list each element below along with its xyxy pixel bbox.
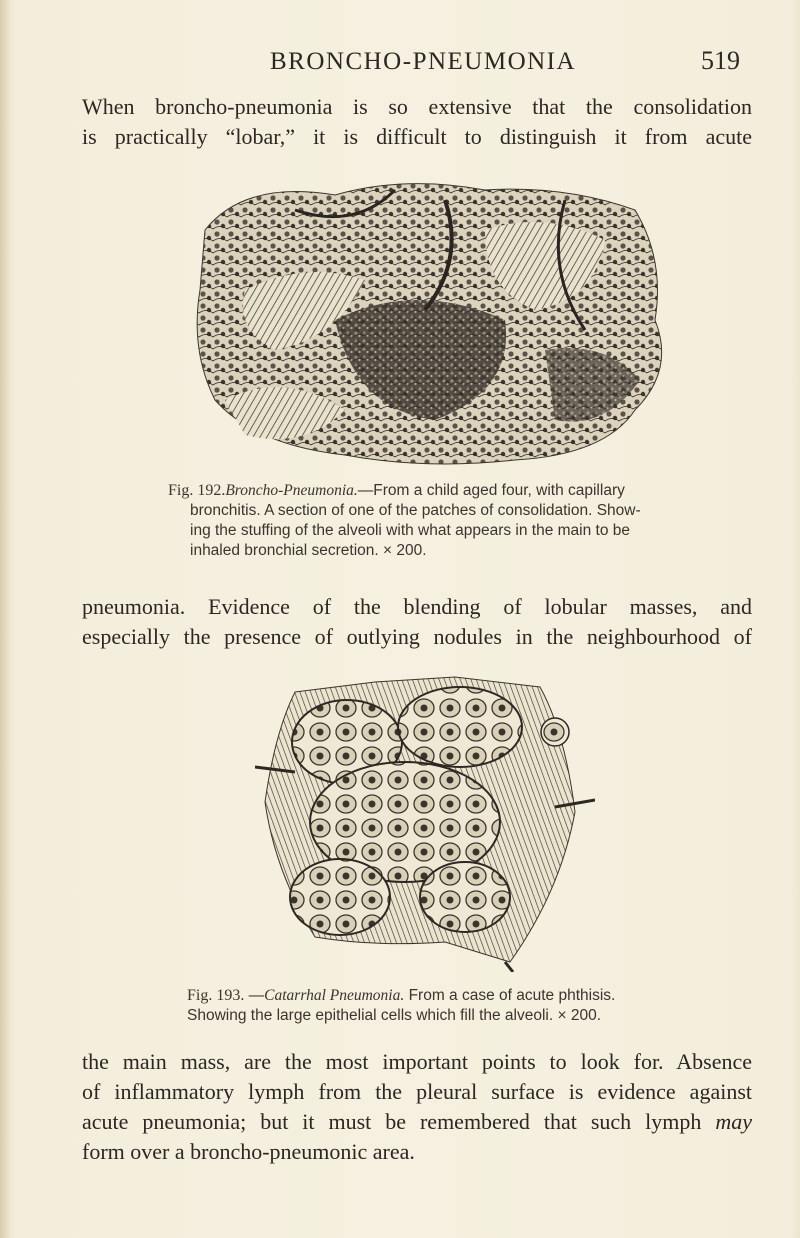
paragraph-continuation <box>82 592 752 652</box>
figure-192-caption <box>168 481 698 561</box>
caption-text: Showing the large epithelial cells which fill the alveoli. × 200. <box>187 1007 602 1024</box>
caption-text: From a case of acute phthisis. <box>408 987 616 1004</box>
caption-text: bronchitis. A section of one of the patches of consolidation. Show- <box>190 502 641 519</box>
figure-192-label: Fig. 192. <box>168 482 226 499</box>
running-head-title: BRONCHO-PNEUMONIA <box>270 48 577 75</box>
paragraph-line: form over a broncho-pneumonic area. <box>82 1139 415 1164</box>
paragraph-line: When broncho-pneumonia is so extensive that the consolidation <box>82 94 752 119</box>
paragraph-line: pneumonia. Evidence of the blending of lobular masses, and <box>82 594 752 619</box>
figure-193-title: Catarrhal Pneumonia. <box>264 987 405 1004</box>
caption-text: ing the stuffing of the alveoli with what appears in the main to be <box>190 522 631 539</box>
page-gutter-shadow <box>0 0 10 1238</box>
paragraph-line: especially the presence of outlying nodules in the neighbourhood of <box>82 624 752 649</box>
page-number: 519 <box>701 46 740 75</box>
figure-192-title: Broncho-Pneumonia. <box>225 482 358 499</box>
figure-193-label: Fig. 193. <box>187 987 245 1004</box>
paragraph-intro <box>82 92 752 152</box>
paragraph-text: acute pneumonia; but it must be remembered that such lymph <box>82 1109 702 1134</box>
figure-193-illustration <box>255 672 595 972</box>
caption-text: inhaled bronchial secretion. × 200. <box>190 542 427 559</box>
paragraph-line <box>82 1107 752 1137</box>
paragraph-line: of inflammatory lymph from the pleural surface is evidence against <box>82 1079 752 1104</box>
paragraph-line: is practically “lobar,” it is difficult to distinguish it from acute <box>82 124 752 149</box>
figure-193-caption: Fig. 193. —Catarrhal Pneumonia. From a case of acute phthisis. Showing the large epithelial cells which fill the alveoli. × 200. <box>187 986 687 1026</box>
figure-192-illustration <box>185 170 675 470</box>
running-head <box>90 40 740 80</box>
caption-text: —From a child aged four, with capillary <box>357 482 625 499</box>
emphasis-may: may <box>715 1109 753 1134</box>
paragraph-line: the main mass, are the most important points to look for. Absence <box>82 1049 752 1074</box>
paragraph-conclusion <box>82 1047 752 1167</box>
